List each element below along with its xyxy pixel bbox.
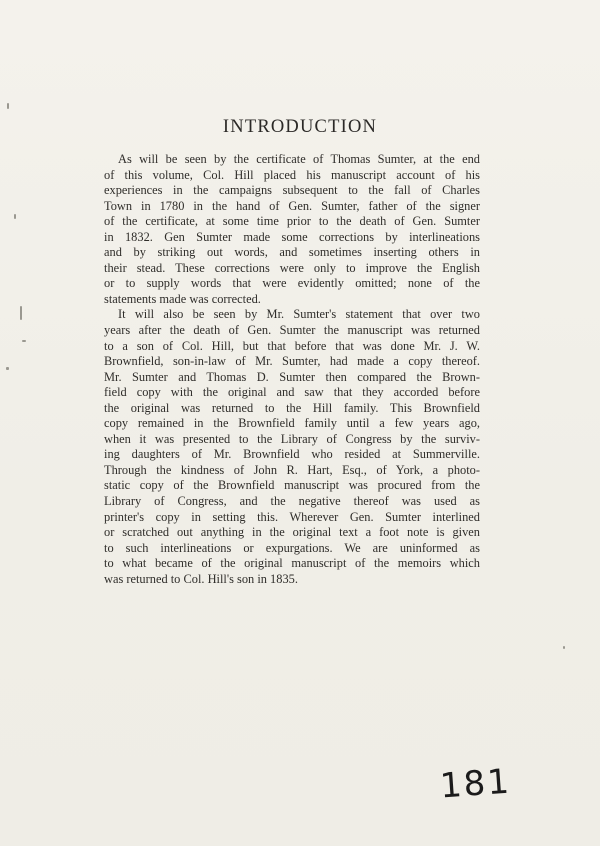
text-line: in 1832. Gen Sumter made some corrections by interlineations xyxy=(104,229,480,244)
text-line: of this volume, Col. Hill placed his manuscript account of his xyxy=(104,167,480,182)
scan-mark xyxy=(14,214,16,219)
scan-mark xyxy=(20,306,22,320)
text-line: printer's copy in setting this. Wherever Gen. Sumter interlined xyxy=(104,509,480,524)
text-line: Brownfield, son-in-law of Mr. Sumter, had made a copy thereof. xyxy=(104,354,480,369)
text-line: field copy with the original and saw that they accorded before xyxy=(104,385,480,400)
text-line: their stead. These corrections were only to improve the English xyxy=(104,260,480,275)
text-line: to a son of Col. Hill, but that before that was done Mr. J. W. xyxy=(104,338,480,353)
page-title: INTRODUCTION xyxy=(222,117,378,137)
text-line: Library of Congress, and the negative thereof was used as xyxy=(104,494,480,509)
text-line: of the certificate, at some time prior to the death of Gen. Sumter xyxy=(104,214,480,229)
scan-mark xyxy=(6,367,9,370)
text-line: Through the kindness of John R. Hart, Esq., of York, a photo- xyxy=(104,462,480,477)
text-line: Mr. Sumter and Thomas D. Sumter then compared the Brown- xyxy=(104,369,480,384)
text-line: Town in 1780 in the hand of Gen. Sumter, father of the signer xyxy=(104,198,480,213)
scan-mark xyxy=(563,646,565,649)
text-line: static copy of the Brownfield manuscript was procured from the xyxy=(104,478,480,493)
text-line: when it was presented to the Library of Congress by the surviv- xyxy=(104,431,480,446)
text-line: and by striking out words, and sometimes inserting others in xyxy=(104,245,480,260)
text-line: or to supply words that were evidently omitted; none of the xyxy=(104,276,480,291)
text-line: to what became of the original manuscript of the memoirs which xyxy=(104,556,480,571)
text-line: statements made was corrected. xyxy=(104,291,261,306)
text-line: It will also be seen by Mr. Sumter's statement that over two xyxy=(118,307,480,322)
scan-mark xyxy=(7,103,9,109)
text-line: to such interlineations or expurgations. We are uninformed as xyxy=(104,540,480,555)
text-line: the original was returned to the Hill family. This Brownfield xyxy=(104,400,480,415)
body-text xyxy=(104,152,480,587)
handwritten-page-number: 181 xyxy=(438,761,513,807)
text-line: years after the death of Gen. Sumter the manuscript was returned xyxy=(104,323,480,338)
text-line: copy remained in the Brownfield family until a few years ago, xyxy=(104,416,480,431)
text-line: experiences in the campaigns subsequent to the fall of Charles xyxy=(104,183,480,198)
text-line: ing daughters of Mr. Brownfield who resided at Summerville. xyxy=(104,447,480,462)
text-line: or scratched out anything in the original text a foot note is given xyxy=(104,525,480,540)
text-line: As will be seen by the certificate of Thomas Sumter, at the end xyxy=(118,152,480,166)
paragraphs-container xyxy=(104,152,480,587)
text-line: was returned to Col. Hill's son in 1835. xyxy=(104,571,298,586)
scan-mark xyxy=(22,340,26,342)
